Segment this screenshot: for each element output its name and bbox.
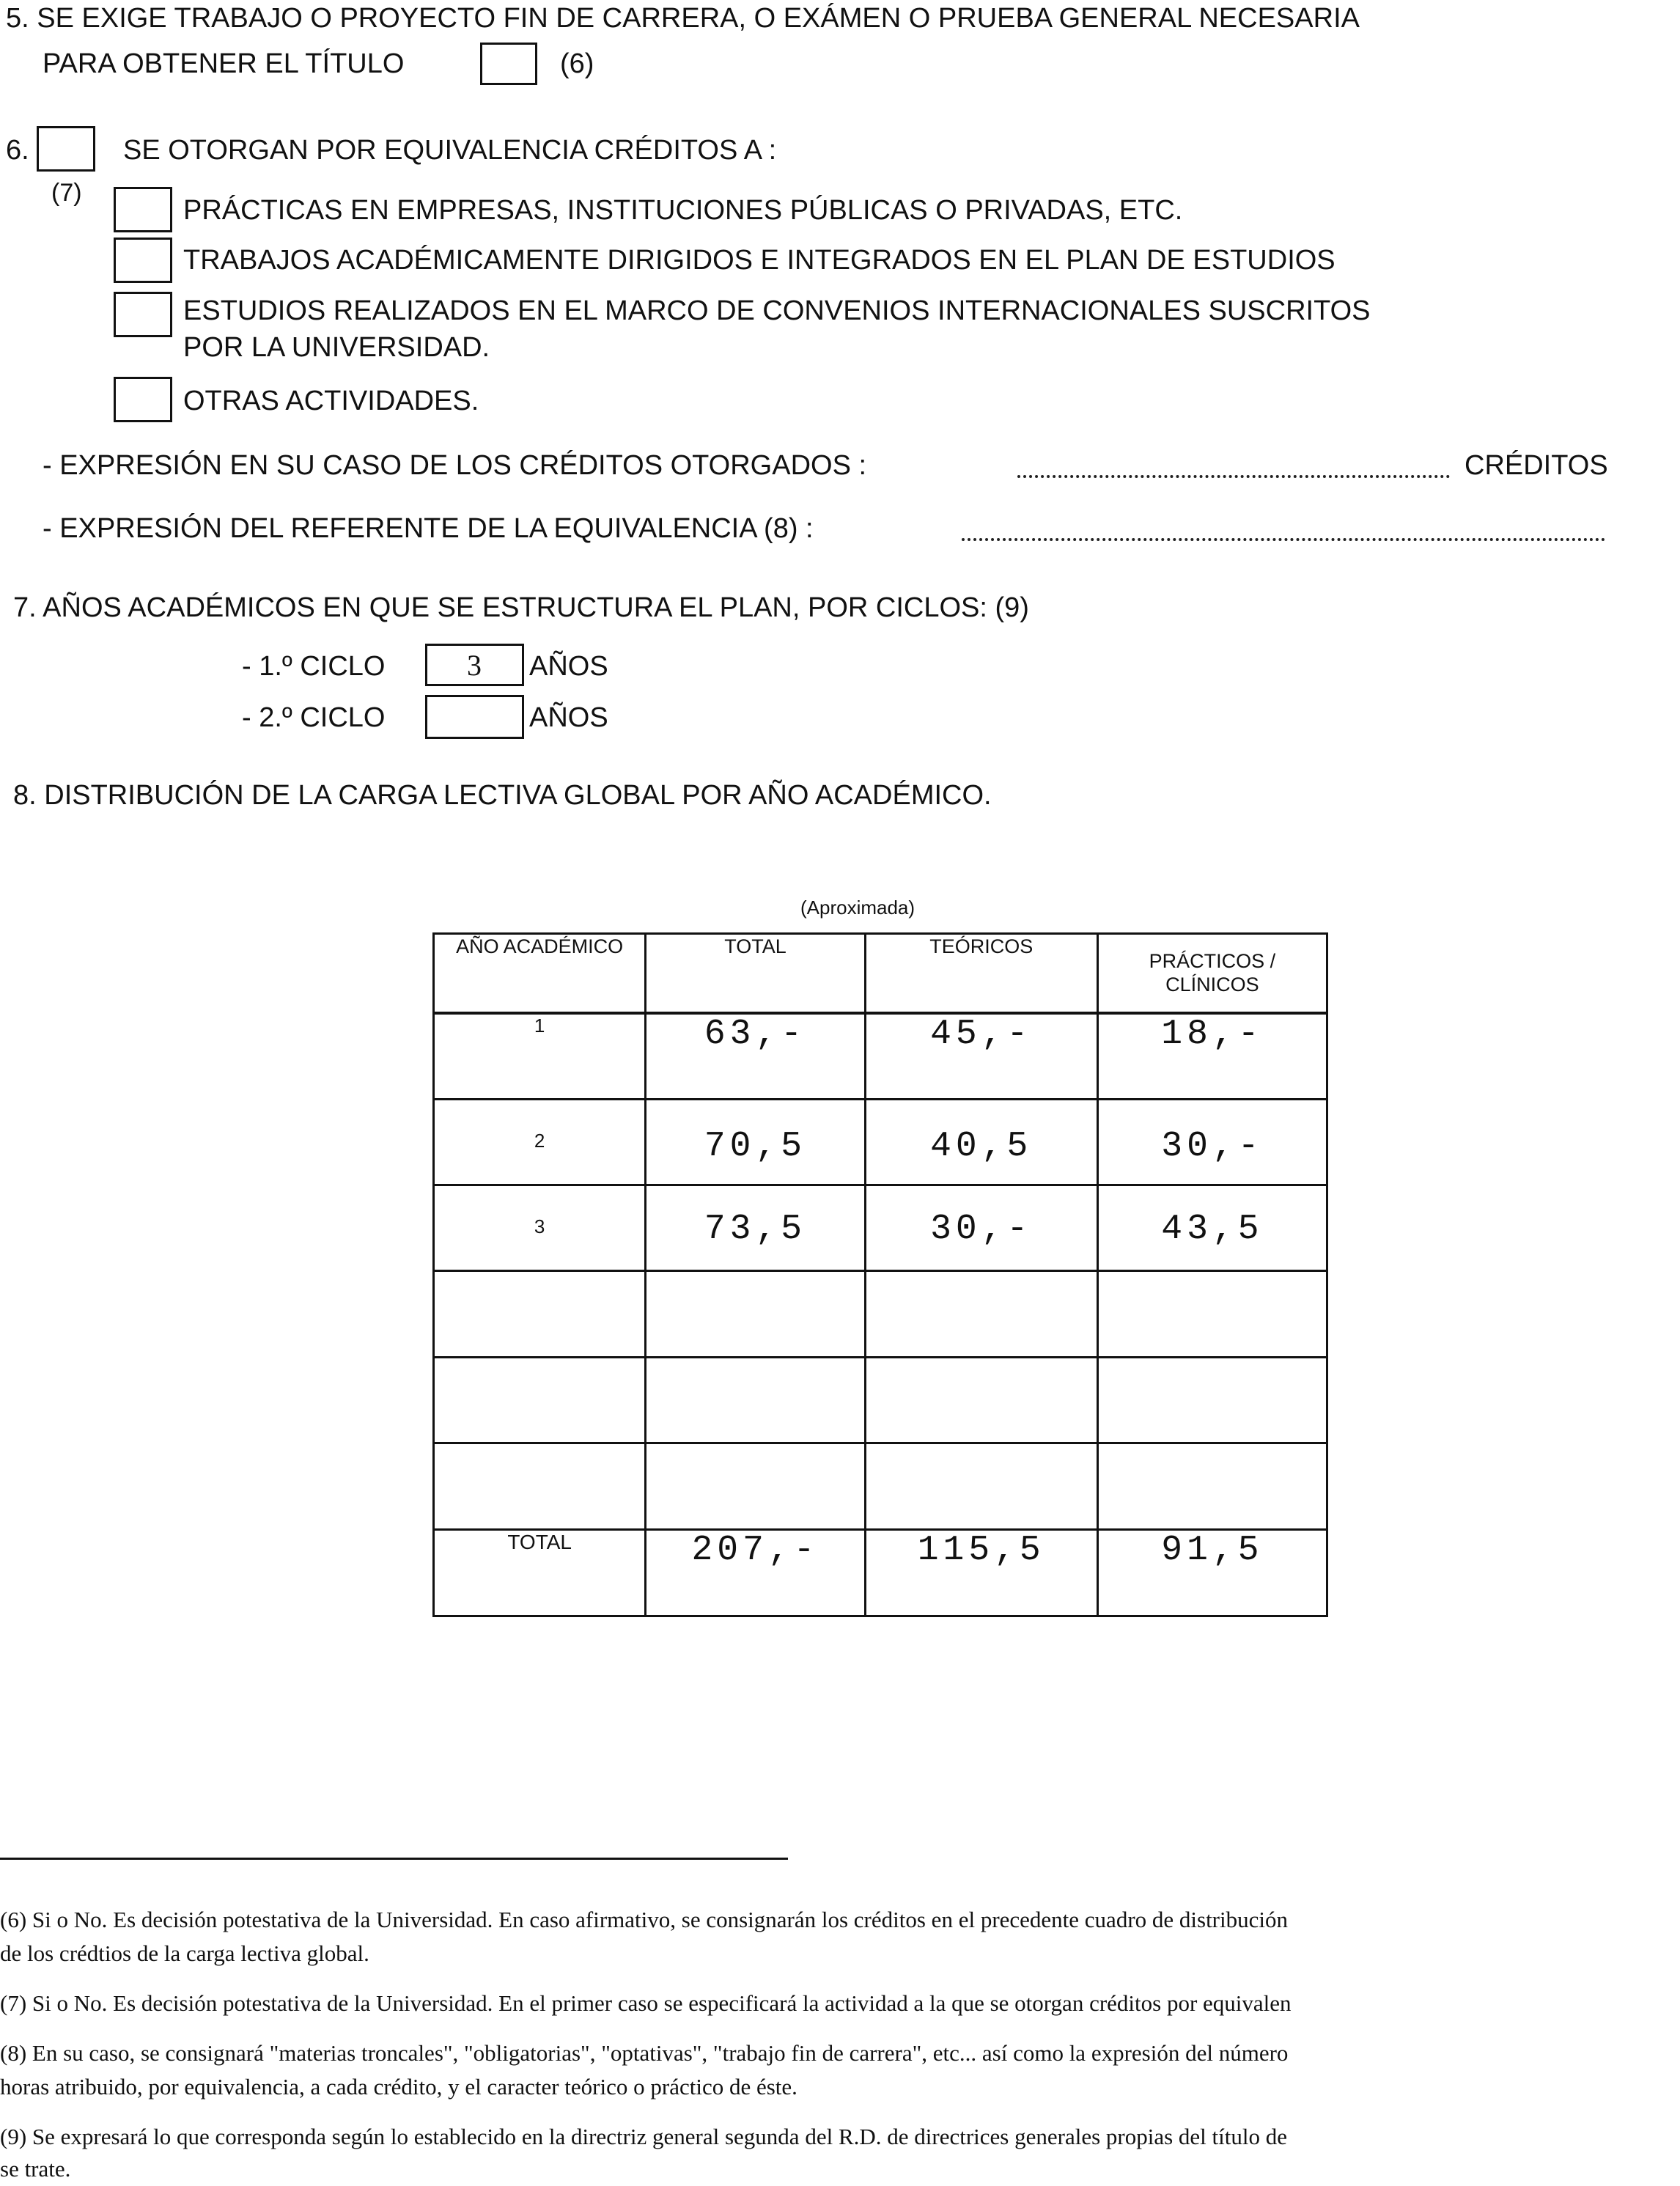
- practicos-cell: 18,-: [1097, 1013, 1327, 1100]
- cycle-1-label: - 1.º CICLO: [242, 651, 386, 682]
- section-5-note: (6): [560, 48, 594, 79]
- footnote-6-line-2: de los crédtios de la carga lectiva global.: [0, 1940, 369, 1966]
- year-cell: 3: [434, 1185, 646, 1271]
- year-cell: [434, 1271, 646, 1358]
- section-5-checkbox[interactable]: [480, 43, 537, 85]
- practicos-cell: 43,5: [1097, 1185, 1327, 1271]
- total-cell: [646, 1358, 865, 1443]
- footnote-9-line-1: (9) Se expresará lo que corresponda según lo establecido en la directriz general segunda del R.D. de directrices generales propias del título de: [0, 2124, 1287, 2149]
- footnote-separator: [0, 1858, 788, 1860]
- teoricos-cell: 40,5: [865, 1100, 1097, 1185]
- credits-unit: CRÉDITOS: [1465, 450, 1608, 481]
- table-row: [434, 1185, 1327, 1271]
- section-8-title: 8. DISTRIBUCIÓN DE LA CARGA LECTIVA GLOBAL POR AÑO ACADÉMICO.: [13, 780, 992, 811]
- section-6-number: 6.: [6, 135, 29, 166]
- teoricos-cell: 45,-: [865, 1013, 1097, 1100]
- total-cell: 63,-: [646, 1013, 865, 1100]
- referent-dotted-line[interactable]: [962, 538, 1605, 541]
- cycle-1-unit: AÑOS: [529, 651, 608, 682]
- footnote-9-line-2: se trate.: [0, 2156, 71, 2182]
- total-cell: 70,5: [646, 1100, 865, 1185]
- practicos-cell: [1097, 1443, 1327, 1530]
- total-cell: 73,5: [646, 1185, 865, 1271]
- referent-label: - EXPRESIÓN DEL REFERENTE DE LA EQUIVALENCIA (8) :: [43, 513, 814, 544]
- cycle-2-label: - 2.º CICLO: [242, 702, 386, 733]
- option-practicas-checkbox[interactable]: [114, 187, 172, 232]
- cycle-1-years-value: 3: [467, 649, 482, 682]
- section-6-title: SE OTORGAN POR EQUIVALENCIA CRÉDITOS A :: [123, 135, 777, 166]
- credits-label: - EXPRESIÓN EN SU CASO DE LOS CRÉDITOS OTORGADOS :: [43, 450, 867, 481]
- footnote-6-line-1: (6) Si o No. Es decisión potestativa de la Universidad. En caso afirmativo, se consignarán los créditos en el precedente cuadro de distribución: [0, 1907, 1288, 1932]
- footnote-7: (7) Si o No. Es decisión potestativa de la Universidad. En el primer caso se especificará la actividad a la que se otorgan créditos por equivalen: [0, 1990, 1292, 2016]
- section-6-note: (7): [51, 179, 82, 207]
- total-cell: [646, 1443, 865, 1530]
- table-caption: (Aproximada): [800, 897, 915, 919]
- option-trabajos-label: TRABAJOS ACADÉMICAMENTE DIRIGIDOS E INTEGRADOS EN EL PLAN DE ESTUDIOS: [183, 245, 1335, 276]
- table-row: [434, 1100, 1327, 1185]
- year-cell: 2: [434, 1100, 646, 1185]
- table-row: [434, 1271, 1327, 1358]
- practicos-cell: [1097, 1271, 1327, 1358]
- table-row: [434, 1013, 1327, 1100]
- cycle-2-years-box[interactable]: [425, 695, 524, 739]
- option-estudios-checkbox[interactable]: [114, 292, 172, 337]
- total-row-label: TOTAL: [434, 1530, 646, 1616]
- option-estudios-label-2: POR LA UNIVERSIDAD.: [183, 332, 490, 363]
- teoricos-cell: [865, 1271, 1097, 1358]
- section-6-checkbox[interactable]: [37, 126, 95, 172]
- credits-dotted-line[interactable]: [1017, 475, 1450, 478]
- year-cell: 1: [434, 1013, 646, 1100]
- year-cell: [434, 1358, 646, 1443]
- option-practicas-label: PRÁCTICAS EN EMPRESAS, INSTITUCIONES PÚBLICAS O PRIVADAS, ETC.: [183, 195, 1183, 226]
- option-otras-checkbox[interactable]: [114, 377, 172, 422]
- section-5-line-1: 5. SE EXIGE TRABAJO O PROYECTO FIN DE CARRERA, O EXÁMEN O PRUEBA GENERAL NECESARIA: [6, 3, 1360, 34]
- table-row: [434, 1443, 1327, 1530]
- cycle-2-unit: AÑOS: [529, 702, 608, 733]
- option-otras-label: OTRAS ACTIVIDADES.: [183, 386, 479, 416]
- footnote-8-line-1: (8) En su caso, se consignará "materias troncales", "obligatorias", "optativas", "trabajo fin de carrera", etc... así como la expresión del número: [0, 2040, 1289, 2066]
- header-ano-academico: AÑO ACADÉMICO: [434, 934, 646, 1013]
- footnote-8-line-2: horas atribuido, por equivalencia, a cada crédito, y el caracter teórico o práctico de éste.: [0, 2074, 797, 2099]
- header-total: TOTAL: [646, 934, 865, 1013]
- teoricos-cell: [865, 1443, 1097, 1530]
- section-7-title: 7. AÑOS ACADÉMICOS EN QUE SE ESTRUCTURA EL PLAN, POR CICLOS: (9): [13, 592, 1029, 623]
- header-practicos-clinicos: PRÁCTICOS / CLÍNICOS: [1097, 934, 1327, 1013]
- practicos-cell: 30,-: [1097, 1100, 1327, 1185]
- table-total-row: [434, 1530, 1327, 1616]
- total-row-teoricos: 115,5: [865, 1530, 1097, 1616]
- teoricos-cell: [865, 1358, 1097, 1443]
- total-cell: [646, 1271, 865, 1358]
- table-header-row: [434, 934, 1327, 1013]
- header-teoricos: TEÓRICOS: [865, 934, 1097, 1013]
- section-5-line-2: PARA OBTENER EL TÍTULO: [43, 48, 405, 79]
- total-row-total: 207,-: [646, 1530, 865, 1616]
- year-cell: [434, 1443, 646, 1530]
- teoricos-cell: 30,-: [865, 1185, 1097, 1271]
- total-row-practicos: 91,5: [1097, 1530, 1327, 1616]
- option-estudios-label-1: ESTUDIOS REALIZADOS EN EL MARCO DE CONVENIOS INTERNACIONALES SUSCRITOS: [183, 295, 1371, 326]
- credit-distribution-table: [432, 932, 1328, 1617]
- table-row: [434, 1358, 1327, 1443]
- option-trabajos-checkbox[interactable]: [114, 238, 172, 283]
- practicos-cell: [1097, 1358, 1327, 1443]
